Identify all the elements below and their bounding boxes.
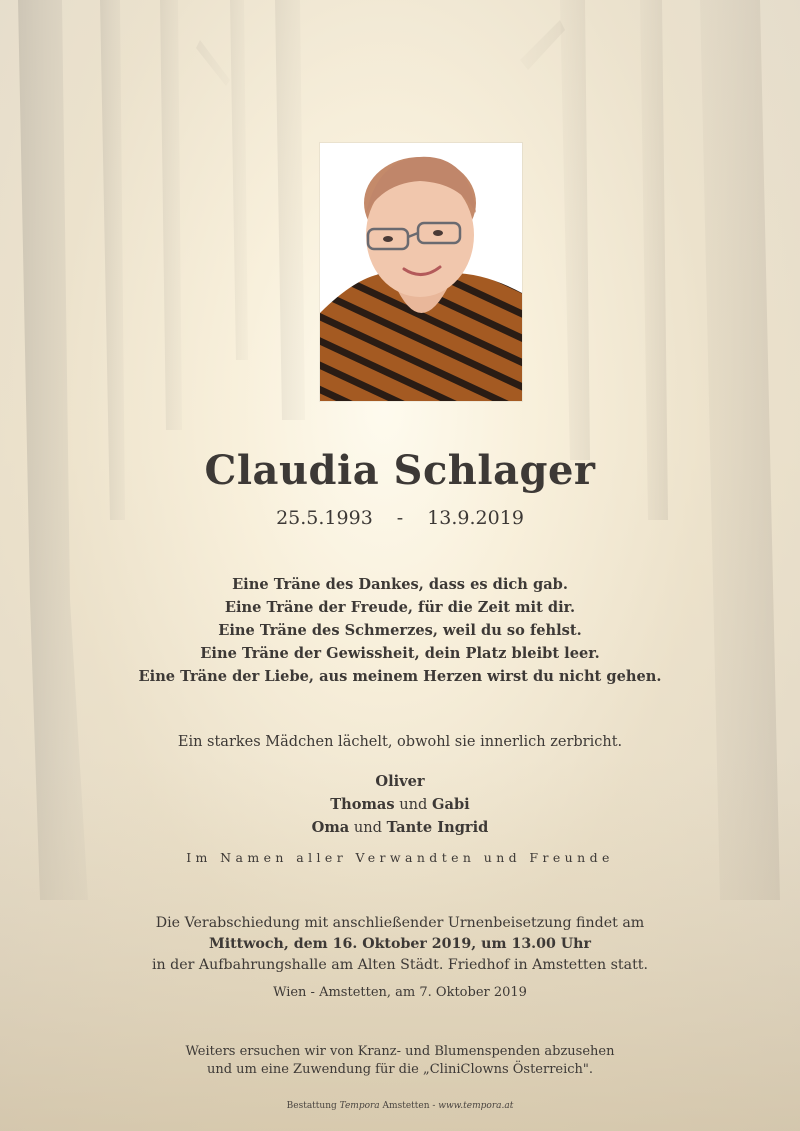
donation-request: [0, 1043, 800, 1079]
poem-line: Eine Träne der Freude, für die Zeit mit dir.: [224, 599, 576, 616]
family-name: Thomas: [330, 796, 395, 813]
family-conjunction: und: [353, 819, 383, 836]
family-conjunction: und: [399, 796, 428, 813]
family-line: [0, 816, 800, 839]
ceremony-line: Die Verabschiedung mit anschließender Urnenbeisetzung findet am: [155, 915, 645, 931]
portrait-photo: [320, 143, 522, 401]
family-line: [0, 770, 800, 793]
quote: Ein starkes Mädchen lächelt, obwohl sie innerlich zerbricht.: [177, 734, 623, 750]
request-line: Weiters ersuchen wir von Kranz- und Blumenspenden abzusehen: [185, 1044, 615, 1059]
family-name: Oma: [311, 819, 350, 836]
family-name: Gabi: [432, 796, 470, 813]
birth-date: 25.5.1993: [276, 507, 373, 529]
family-line: [0, 793, 800, 816]
family-name: Oliver: [375, 773, 425, 790]
death-date: 13.9.2019: [427, 507, 524, 529]
poem-line: Eine Träne des Dankes, dass es dich gab.: [232, 576, 568, 593]
family-name: Tante Ingrid: [386, 819, 489, 836]
footer-credit: [0, 1101, 800, 1111]
relatives-line: Im Namen aller Verwandten und Freunde: [186, 850, 614, 865]
life-dates: [0, 507, 800, 529]
footer-url[interactable]: www.tempora.at: [438, 1101, 514, 1111]
poem-line: Eine Träne der Gewissheit, dein Platz bleibt leer.: [200, 645, 600, 662]
ceremony-line: in der Aufbahrungshalle am Alten Städt. Friedhof in Amstetten statt.: [151, 957, 649, 973]
deceased-name: Claudia Schlager: [204, 447, 596, 494]
ceremony-datetime: Mittwoch, dem 16. Oktober 2019, um 13.00 Uhr: [209, 936, 591, 952]
ceremony-info: [0, 913, 800, 976]
portrait-icon: [320, 143, 522, 401]
footer-brand: Tempora: [339, 1101, 380, 1111]
poem-line: Eine Träne des Schmerzes, weil du so fehlst.: [218, 622, 582, 639]
place-date: Wien - Amstetten, am 7. Oktober 2019: [273, 985, 527, 1000]
family-list: [0, 770, 800, 839]
date-separator: -: [396, 507, 404, 529]
poem: [0, 573, 800, 688]
poem-line: Eine Träne der Liebe, aus meinem Herzen wirst du nicht gehen.: [138, 668, 662, 685]
footer-middle: Amstetten -: [382, 1101, 439, 1111]
footer-prefix: Bestattung: [286, 1101, 337, 1111]
request-line: und um eine Zuwendung für die „CliniClowns Österreich".: [206, 1062, 594, 1077]
